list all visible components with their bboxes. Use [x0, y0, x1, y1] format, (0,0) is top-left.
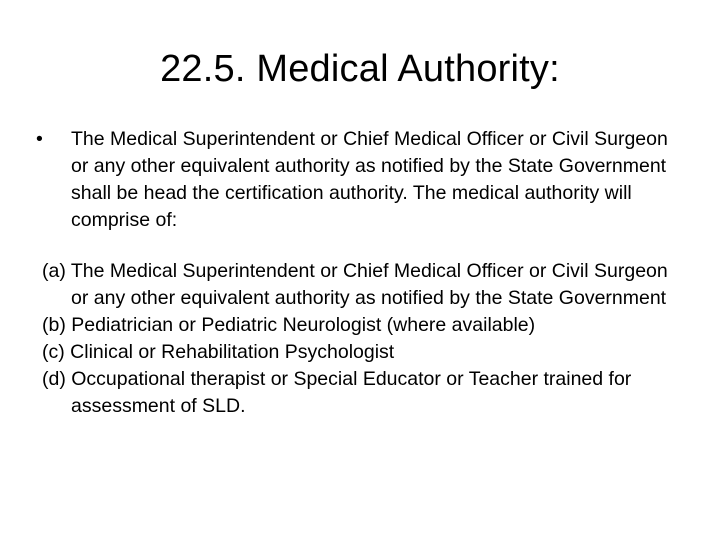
bullet-item: [36, 126, 684, 234]
bullet-text: The Medical Superintendent or Chief Medical Officer or Civil Surgeon or any other equivalent authority as notified by the State Government shall be head the certification authority. The medical authority will comprise of:: [71, 128, 668, 231]
list-item-a: (a) The Medical Superintendent or Chief Medical Officer or Civil Surgeon or any other equivalent authority as notified by the State Government: [42, 260, 668, 309]
bullet-list: [36, 126, 684, 234]
list-item-b: (b) Pediatrician or Pediatric Neurologist (where available): [42, 314, 536, 336]
bullet-icon: •: [36, 128, 43, 150]
member-list: [42, 258, 682, 420]
page-title: 22.5. Medical Authority:: [160, 48, 560, 90]
list-item-c: (c) Clinical or Rehabilitation Psychologist: [42, 341, 395, 363]
list-item-d: (d) Occupational therapist or Special Educator or Teacher trained for assessment of SLD.: [42, 368, 632, 417]
